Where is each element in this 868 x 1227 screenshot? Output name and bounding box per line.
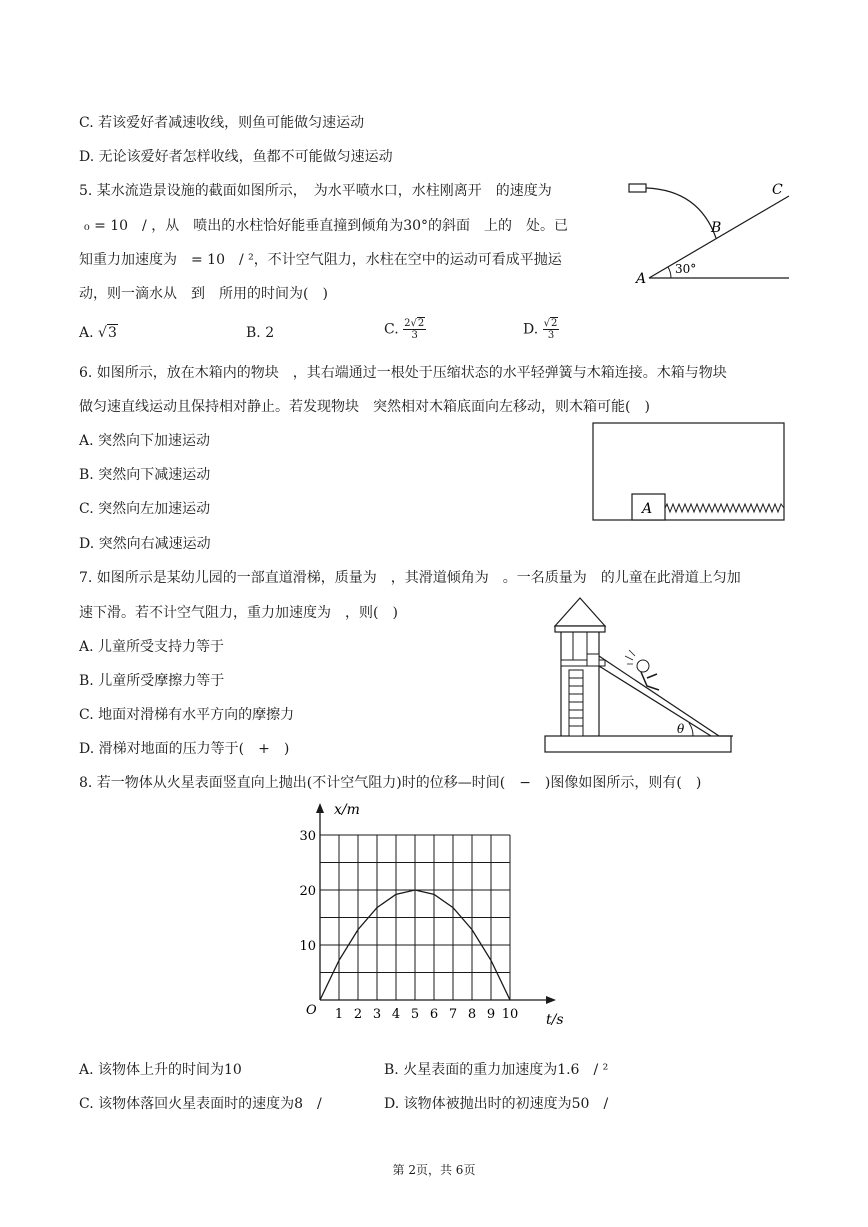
chart-axes <box>316 803 556 1004</box>
x-tick-label: 3 <box>372 1007 382 1022</box>
motion-lines <box>625 650 635 664</box>
q6-option-b[interactable]: B. 突然向下减速运动 <box>79 467 211 483</box>
block-label: A <box>642 501 653 517</box>
child-body <box>641 672 659 690</box>
q5-text-line2: ₀ = 10 / ，从 喷出的水柱恰好能垂直撞到倾角为30°的斜面 上的 处。已 <box>84 218 569 234</box>
q6-option-d[interactable]: D. 突然向右减速运动 <box>79 536 211 552</box>
q5-text-line3: 知重力加速度为 = 10 / ²，不计空气阻力，水柱在空中的运动可看成平抛运 <box>79 252 562 268</box>
q7-option-c[interactable]: C. 地面对滑梯有水平方向的摩擦力 <box>79 707 295 723</box>
q6-text-line2: 做匀速直线运动且保持相对静止。若发现物块 突然相对木箱底面向左移动，则木箱可能( ) <box>79 399 650 415</box>
x-tick-label: 7 <box>448 1007 458 1022</box>
x-tick-label: 4 <box>391 1007 401 1022</box>
child-head <box>637 660 649 672</box>
q5-option-b[interactable]: B. 2 <box>246 325 275 341</box>
x-tick-label: 2 <box>353 1007 363 1022</box>
q6-text-line1: 6. 如图所示，放在木箱内的物块 ，其右端通过一根处于压缩状态的水平轻弹簧与木箱连接。木箱与物块 <box>79 365 727 381</box>
q5-text-line1: 5. 某水流造景设施的截面如图所示， 为水平喷水口，水柱刚离开 的速度为 <box>79 183 552 199</box>
fig6-box-diagram <box>592 422 786 522</box>
fig5-incline-diagram <box>624 180 792 290</box>
angle-label: θ <box>677 722 685 736</box>
q7-option-b[interactable]: B. 儿童所受摩擦力等于 <box>79 673 225 689</box>
x-tick-label: 8 <box>467 1007 477 1022</box>
angle-label: 30° <box>675 262 697 276</box>
x-tick-label: 6 <box>429 1007 439 1022</box>
water-jet-path <box>646 188 716 238</box>
chart-xlabel: t/s <box>546 1012 564 1028</box>
x-tick-label: 5 <box>410 1007 420 1022</box>
incline-line <box>649 196 789 278</box>
x-tick-label: 1 <box>334 1007 344 1022</box>
label-c: C <box>772 182 783 198</box>
q5-option-d[interactable]: D. $\frac{√2}{3}$ <box>523 318 558 341</box>
wooden-box <box>593 423 784 520</box>
y-tick-label: 20 <box>299 884 316 899</box>
slide-top-box <box>587 654 599 666</box>
y-tick-label: 30 <box>299 829 316 844</box>
slide-base <box>545 736 731 752</box>
q7-text-line1: 7. 如图所示是某幼儿园的一部直道滑梯，质量为 ，其滑道倾角为 。一名质量为 的儿童在此滑道上匀加 <box>79 570 741 586</box>
angle-arc <box>668 267 671 278</box>
q5-option-c[interactable]: C. $\frac{2√2}{3}$ <box>384 318 425 341</box>
q5-text-line4: 动，则一滴水从 到 所用的时间为( ) <box>79 286 328 302</box>
q7-text-line2: 速下滑。若不计空气阻力，重力加速度为 ，则( ) <box>79 605 398 621</box>
q8-xt-chart <box>298 798 578 1028</box>
page-footer: 第 2页，共 6页 <box>392 1163 476 1177</box>
nozzle <box>629 184 646 192</box>
option-c-prev: C. 若该爱好者减速收线，则鱼可能做匀速运动 <box>79 115 365 131</box>
tower-eave <box>555 626 605 632</box>
tower-roof <box>555 598 605 626</box>
x-axis-arrow <box>546 996 556 1004</box>
y-axis-arrow <box>316 803 324 813</box>
slide-chute-top <box>599 656 719 736</box>
slide-chute-bottom <box>599 666 711 736</box>
q6-option-a[interactable]: A. 突然向下加速运动 <box>79 433 211 449</box>
chart-ticks <box>299 829 518 1022</box>
q5-option-a[interactable]: A. √3 <box>79 325 117 341</box>
q8-text-line1: 8. 若一物体从火星表面竖直向上抛出(不计空气阻力)时的位移—时间( − )图像如图所示，则有( ) <box>79 775 702 791</box>
q8-option-a[interactable]: A. 该物体上升的时间为10 <box>79 1062 242 1078</box>
chart-ylabel: x/m <box>334 802 360 818</box>
chart-origin-label: O <box>306 1003 317 1018</box>
q8-option-b[interactable]: B. 火星表面的重力加速度为1.6 / ² <box>384 1062 609 1078</box>
x-tick-label: 9 <box>486 1007 496 1022</box>
x-tick-label: 10 <box>501 1007 519 1022</box>
option-d-prev: D. 无论该爱好者怎样收线，鱼都不可能做匀速运动 <box>79 149 393 165</box>
label-b: B <box>711 220 722 236</box>
label-a: A <box>636 271 647 287</box>
q8-option-d[interactable]: D. 该物体被抛出时的初速度为50 / <box>384 1096 609 1112</box>
y-tick-label: 10 <box>299 939 316 954</box>
q6-option-c[interactable]: C. 突然向左加速运动 <box>79 501 211 517</box>
q8-option-c[interactable]: C. 该物体落回火星表面时的速度为8 / <box>79 1096 322 1112</box>
q7-option-d[interactable]: D. 滑梯对地面的压力等于( + ) <box>79 741 290 757</box>
q7-option-a[interactable]: A. 儿童所受支持力等于 <box>79 639 225 655</box>
fig7-slide-diagram <box>543 594 749 756</box>
